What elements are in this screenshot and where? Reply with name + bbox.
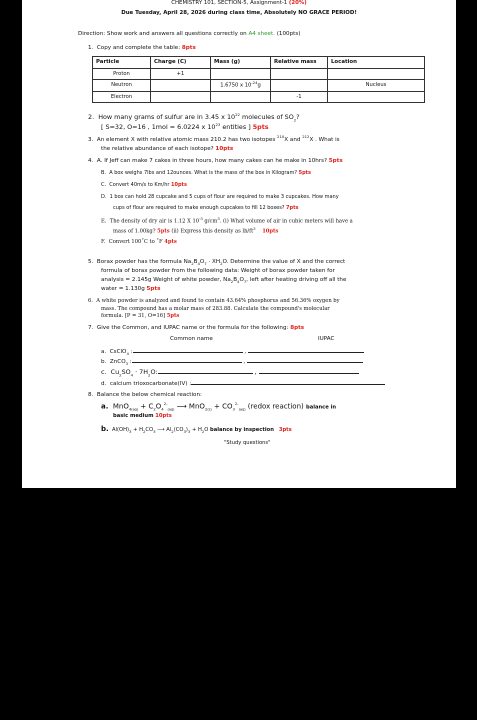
- table-header: Particle: [93, 57, 151, 69]
- a4-sheet-label: A4 sheet.: [248, 31, 275, 37]
- weight-label: (20%): [288, 0, 307, 6]
- question-8: 8. Balance the below chemical reaction:: [88, 392, 202, 398]
- assignment-page: [22, 0, 456, 488]
- question-3: 3. An element X with relative atomic mass 210.2 has two isotopes $^{210}$X and $^{212}$X . What is: [88, 134, 340, 143]
- footer-note: "Study questions": [224, 440, 271, 446]
- table-cell: +1: [151, 68, 211, 80]
- table-cell: -1: [271, 91, 328, 103]
- answer-blank[interactable]: [248, 348, 364, 353]
- question-7b: b. ZnCO$_3$ : ,: [101, 358, 363, 367]
- table-cell: [151, 91, 211, 103]
- question-2-data: [ S=32, O=16 , 1mol = 6.0224 x $10^{23}$ entities ] 5pts: [101, 122, 269, 132]
- question-4a: 4. A. If Jeff can make 7 cakes in three hours, how many cakes can he make in 10hrs? 5pts: [88, 158, 343, 164]
- table-cell: Nucleus: [328, 80, 425, 92]
- table-cell: Neutron: [93, 80, 151, 92]
- table-header: Charge (C): [151, 57, 211, 69]
- answer-blank[interactable]: [259, 369, 359, 374]
- due-date: Due Tuesday, April 28, 2026 during class time, Absolutely NO GRACE PERIOD!: [121, 10, 357, 16]
- common-name-header: Common name: [170, 336, 213, 342]
- table-cell: Proton: [93, 68, 151, 80]
- table-cell: [271, 68, 328, 80]
- question-7c: c. $Cu_2SO_4 \cdot 7H_2O$: ,: [101, 368, 359, 378]
- reaction-arrow: ⟶: [157, 427, 165, 433]
- table-header: Location: [328, 57, 425, 69]
- table-header-row: [93, 57, 425, 69]
- table-cell: [271, 80, 328, 92]
- answer-blank[interactable]: [132, 358, 242, 363]
- question-4d-line2: cups of flour are required to make enough cupcakes to fill 12 boxes? 7pts: [113, 205, 299, 211]
- table-header: Mass (g): [211, 57, 271, 69]
- question-4c: C. Convert 40m/s to Km/hr 10pts: [101, 182, 187, 188]
- answer-blank[interactable]: [133, 348, 243, 353]
- table-cell: [328, 68, 425, 80]
- iupac-header: IUPAC: [318, 336, 335, 342]
- question-7d: d. calcium trioxocarbonate(IV) :: [101, 380, 385, 388]
- question-8b: b. $Al(OH)_3 + H_2CO_3$ ⟶ $Al_2(CO_3)_3 + H_2O$ balance by inspection 3pts: [101, 425, 292, 435]
- question-1: 1. Copy and complete the table: 8pts: [88, 45, 196, 51]
- question-7a: a. CsClO$_4$ : ,: [101, 348, 364, 357]
- table-row: [93, 80, 425, 92]
- table-cell: [211, 68, 271, 80]
- question-4f: F. Convert 100˚C to ˚F 4pts: [101, 239, 177, 245]
- question-7: 7. Give the Common, and IUPAC name or the formula for the following: 8pts: [88, 325, 305, 331]
- question-2: 2. How many grams of sulfur are in 3.45 x $10^{22}$ molecules of $SO_2$?: [88, 112, 300, 123]
- question-4b: B. A box weighs 7lbs and 12ounces. What is the mass of the box in Kilogram? 5pts: [101, 170, 312, 176]
- question-3-line2: the relative abundance of each isotope? 10pts: [101, 146, 234, 152]
- question-6: 6. A white powder is analyzed and found to contain 43.64% phosphorus and 56.36% oxygen by mass. The compound has a molar mass of 283.88. Calculate the compound's molecular formula. [P = 31, O=16] 5pts: [88, 298, 340, 320]
- question-5: 5. Borax powder has the formula $Na_2B_4O_7 \cdot XH_2O$. Determine the value of X and the correct formula of borax powder from the following data: Weight of borax powder taken for analysis = 2.145g Weight of white powder, $Na_2B_4O_7$, left after heating driving off all the water = 1.130g 5pts: [88, 259, 347, 292]
- table-cell: Electron: [93, 91, 151, 103]
- table-row: [93, 91, 425, 103]
- answer-blank[interactable]: [158, 369, 253, 374]
- reaction-arrow: ⟶: [176, 402, 187, 411]
- table-cell: [211, 91, 271, 103]
- table-header: Relative mass: [271, 57, 328, 69]
- answer-blank[interactable]: [247, 358, 363, 363]
- question-8a-line2: basic medium 10pts: [113, 413, 172, 419]
- course-title: CHEMISTRY 101, SECTION-5, Assignment-1 (20%): [171, 0, 307, 6]
- question-8a: a. $MnO_{4(aq)} + C_2O_4^{2-}_{(aq)}$ ⟶ $MnO_{2(s)} + CO_3^{2-}_{(aq)}$ (redox reaction) balance in: [101, 401, 337, 412]
- question-4e-line2: mass of 1.00kg? 5pts (ii) Express this density as $lb/ft^3$ 10pts: [113, 226, 279, 235]
- table-row: [93, 68, 425, 80]
- particle-table: [92, 56, 425, 103]
- table-cell: 1.6750 x $10^{-24}g$: [211, 80, 271, 92]
- direction: Direction: Show work and answers all questions correctly on A4 sheet. (100pts): [78, 31, 301, 37]
- table-cell: [328, 91, 425, 103]
- answer-blank[interactable]: [191, 380, 385, 385]
- question-4d: D. 1 box can hold 28 cupcake and 5 cups of flour are required to make 3 cupcakes. How many: [101, 194, 339, 200]
- table-cell: [151, 80, 211, 92]
- question-4e: E. The density of dry air is 1.12 X $10^{-3}$ $g/cm^3$. (i) What volume of air in cubic meters will have a: [101, 216, 353, 225]
